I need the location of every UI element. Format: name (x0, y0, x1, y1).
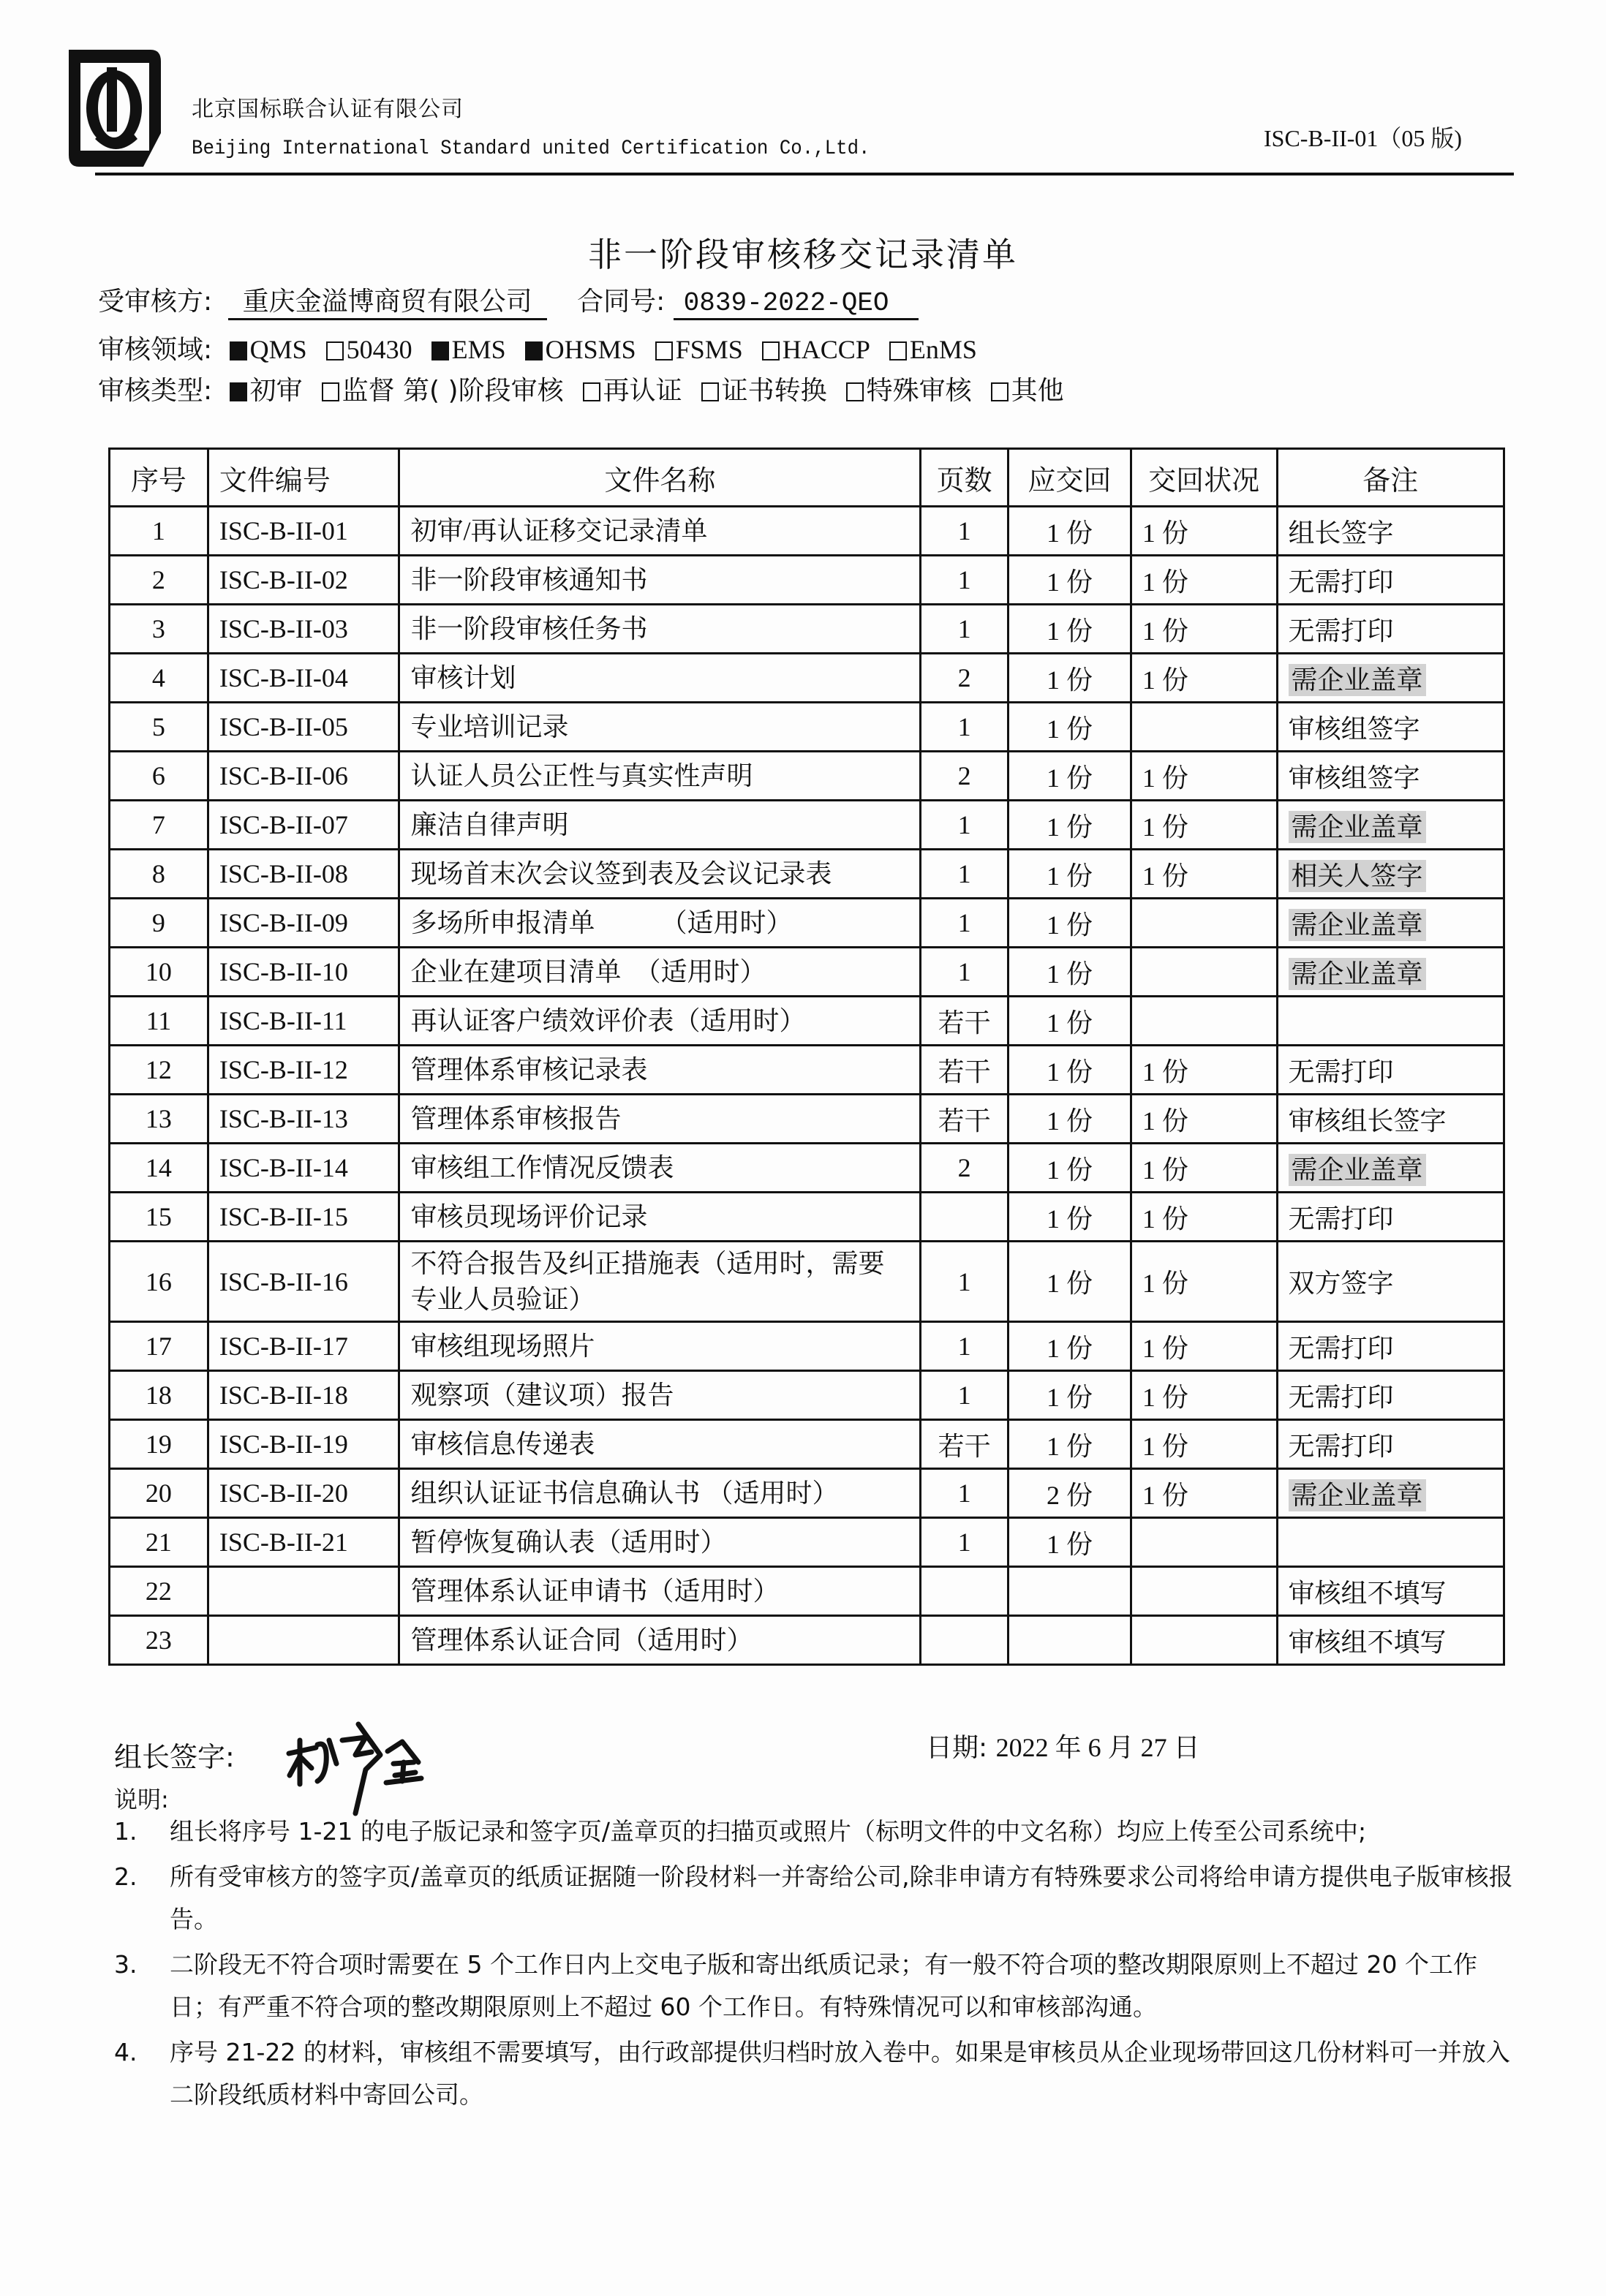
cell-seq: 5 (110, 703, 208, 752)
cell-file-code: ISC-B-II-05 (208, 703, 399, 752)
company-name-en: Beijing International Standard united Certification Co.,Ltd. (192, 137, 870, 160)
cell-status (1131, 997, 1277, 1046)
cell-seq: 10 (110, 948, 208, 997)
table-row (110, 1518, 1504, 1567)
option-label: OHSMS (545, 335, 636, 364)
cell-status: 1 份 (1131, 1046, 1277, 1095)
highlighted-note: 需企业盖章 (1289, 909, 1426, 941)
audit-domain-line (98, 329, 996, 366)
date-line (926, 1727, 1200, 1764)
table-row (110, 1046, 1504, 1095)
cell-pages: 2 (921, 1144, 1009, 1193)
cell-seq: 7 (110, 801, 208, 850)
header-notes: 备注 (1277, 449, 1504, 507)
header-divider (95, 173, 1514, 175)
domain-option[interactable] (230, 334, 307, 365)
cell-pages: 1 (921, 605, 1009, 654)
table-row (110, 1322, 1504, 1371)
cell-pages: 1 (921, 556, 1009, 605)
cell-seq: 19 (110, 1420, 208, 1469)
table-row (110, 1420, 1504, 1469)
date-value: 2022 年 6 月 27 日 (995, 1733, 1200, 1762)
cell-file-code: ISC-B-II-13 (208, 1095, 399, 1144)
cell-file-name: 多场所申报清单 （适用时） (399, 899, 921, 948)
cell-due: 1 份 (1009, 752, 1131, 801)
cell-file-name: 管理体系审核记录表 (399, 1046, 921, 1095)
domain-option[interactable] (889, 334, 977, 365)
cell-note: 无需打印 (1277, 556, 1504, 605)
checked-box-icon[interactable] (230, 341, 247, 360)
type-option[interactable] (846, 370, 972, 407)
cell-pages: 1 (921, 1518, 1009, 1567)
option-label: FSMS (675, 335, 743, 364)
cell-seq: 4 (110, 654, 208, 703)
note-item (114, 1944, 1518, 2028)
note-number: 1. (114, 1817, 137, 1846)
cell-file-name: 组织认证证书信息确认书 （适用时） (399, 1469, 921, 1518)
table-row (110, 605, 1504, 654)
option-label: 证书转换 (721, 376, 827, 406)
highlighted-note: 需企业盖章 (1289, 958, 1426, 990)
notes-list (114, 1810, 1518, 2119)
table-row (110, 1469, 1504, 1518)
header-file-code: 文件编号 (208, 449, 399, 507)
cell-due: 1 份 (1009, 1242, 1131, 1322)
domain-label: 审核领域: (98, 335, 213, 365)
cell-status (1131, 1616, 1277, 1665)
cell-file-name: 管理体系认证合同（适用时） (399, 1616, 921, 1665)
auditee-line (98, 281, 919, 320)
cell-file-name: 非一阶段审核任务书 (399, 605, 921, 654)
cell-seq: 17 (110, 1322, 208, 1371)
option-label: 其他 (1011, 376, 1064, 406)
notes-heading: 说明: (114, 1786, 169, 1813)
cell-file-code: ISC-B-II-21 (208, 1518, 399, 1567)
note-text: 组长将序号 1-21 的电子版记录和签字页/盖章页的扫描页或照片（标明文件的中文名称）均应上传至公司系统中; (170, 1817, 1367, 1846)
cell-status: 1 份 (1131, 1242, 1277, 1322)
cell-note (1277, 850, 1504, 899)
cell-seq: 21 (110, 1518, 208, 1567)
cell-note: 双方签字 (1277, 1242, 1504, 1322)
cell-file-code (208, 1567, 399, 1616)
auditee-value: 重庆金溢博商贸有限公司 (228, 281, 547, 320)
cell-file-name: 暂停恢复确认表（适用时） (399, 1518, 921, 1567)
header-due: 应交回 (1009, 449, 1131, 507)
cell-pages: 1 (921, 1322, 1009, 1371)
cell-due: 1 份 (1009, 1193, 1131, 1242)
table-row (110, 507, 1504, 556)
transfer-records-table (108, 448, 1505, 1666)
date-label: 日期: (926, 1733, 988, 1763)
domain-option[interactable] (525, 334, 636, 365)
note-item (114, 1856, 1518, 1941)
cell-due: 1 份 (1009, 1518, 1131, 1567)
cell-file-code: ISC-B-II-18 (208, 1371, 399, 1420)
cell-due: 1 份 (1009, 801, 1131, 850)
cell-seq: 18 (110, 1371, 208, 1420)
company-name-cn: 北京国标联合认证有限公司 (192, 97, 464, 122)
header-file-name: 文件名称 (399, 449, 921, 507)
cell-file-code: ISC-B-II-14 (208, 1144, 399, 1193)
company-logo (64, 45, 176, 167)
unchecked-box-icon[interactable] (889, 341, 907, 360)
cell-file-code: ISC-B-II-15 (208, 1193, 399, 1242)
cell-due (1009, 1567, 1131, 1616)
type-label: 审核类型: (98, 376, 213, 406)
cell-pages: 2 (921, 752, 1009, 801)
contract-value: 0839-2022-QEO (674, 288, 919, 320)
note-number: 4. (114, 2038, 137, 2066)
cell-pages: 2 (921, 654, 1009, 703)
note-item (114, 2031, 1518, 2116)
cell-due: 1 份 (1009, 605, 1131, 654)
header-pages: 页数 (921, 449, 1009, 507)
unchecked-box-icon[interactable] (991, 382, 1009, 401)
cell-note: 审核组签字 (1277, 752, 1504, 801)
cell-file-code: ISC-B-II-03 (208, 605, 399, 654)
cell-status: 1 份 (1131, 605, 1277, 654)
domain-option[interactable] (431, 334, 506, 365)
unchecked-box-icon[interactable] (846, 382, 864, 401)
cell-note: 审核组签字 (1277, 703, 1504, 752)
document-title: 非一阶段审核移交记录清单 (588, 235, 1018, 274)
table-row (110, 1095, 1504, 1144)
highlighted-note: 相关人签字 (1289, 860, 1426, 892)
cell-file-code: ISC-B-II-09 (208, 899, 399, 948)
cell-status: 1 份 (1131, 1469, 1277, 1518)
option-label: 监督 第( )阶段审核 (342, 376, 564, 406)
cell-file-code: ISC-B-II-19 (208, 1420, 399, 1469)
option-label: QMS (249, 335, 307, 364)
cell-seq: 20 (110, 1469, 208, 1518)
cell-seq: 16 (110, 1242, 208, 1322)
cell-status (1131, 1518, 1277, 1567)
table-row (110, 1371, 1504, 1420)
cell-status: 1 份 (1131, 1371, 1277, 1420)
table-row (110, 654, 1504, 703)
note-number: 2. (114, 1862, 137, 1891)
cell-note (1277, 654, 1504, 703)
leader-signature-label: 组长签字: (114, 1741, 235, 1773)
cell-due: 1 份 (1009, 1095, 1131, 1144)
cell-seq: 8 (110, 850, 208, 899)
cell-file-code: ISC-B-II-10 (208, 948, 399, 997)
option-label: 特殊审核 (866, 376, 972, 406)
cell-status: 1 份 (1131, 1144, 1277, 1193)
type-option[interactable] (583, 370, 682, 407)
cell-file-name: 现场首末次会议签到表及会议记录表 (399, 850, 921, 899)
audit-type-line (98, 370, 1083, 407)
contract-label: 合同号: (577, 287, 666, 317)
unchecked-box-icon[interactable] (583, 382, 600, 401)
cell-note (1277, 948, 1504, 997)
cell-file-name: 审核员现场评价记录 (399, 1193, 921, 1242)
cell-file-name: 非一阶段审核通知书 (399, 556, 921, 605)
auditee-label: 受审核方: (98, 287, 213, 317)
cell-status (1131, 948, 1277, 997)
note-item (114, 1810, 1518, 1853)
domain-option[interactable] (655, 334, 743, 365)
cell-pages: 1 (921, 507, 1009, 556)
checked-box-icon[interactable] (431, 341, 449, 360)
cell-file-name: 管理体系认证申请书（适用时） (399, 1567, 921, 1616)
highlighted-note: 需企业盖章 (1289, 1154, 1426, 1186)
table-row (110, 752, 1504, 801)
cell-file-name: 专业培训记录 (399, 703, 921, 752)
cell-file-code: ISC-B-II-11 (208, 997, 399, 1046)
cell-note: 无需打印 (1277, 1371, 1504, 1420)
option-label: EnMS (909, 335, 977, 364)
cell-file-name: 再认证客户绩效评价表（适用时） (399, 997, 921, 1046)
cell-seq: 2 (110, 556, 208, 605)
table-header-row (110, 449, 1504, 507)
cell-seq: 14 (110, 1144, 208, 1193)
cell-due: 1 份 (1009, 1371, 1131, 1420)
cell-file-code: ISC-B-II-07 (208, 801, 399, 850)
leader-signature (285, 1711, 483, 1821)
cell-due: 1 份 (1009, 556, 1131, 605)
cell-note (1277, 801, 1504, 850)
cell-note (1277, 1469, 1504, 1518)
unchecked-box-icon[interactable] (322, 382, 339, 401)
cell-note (1277, 1518, 1504, 1567)
type-option[interactable] (991, 370, 1064, 407)
cell-pages: 1 (921, 1371, 1009, 1420)
cell-pages (921, 1616, 1009, 1665)
cell-file-name: 廉洁自律声明 (399, 801, 921, 850)
cell-file-code: ISC-B-II-02 (208, 556, 399, 605)
table-row (110, 801, 1504, 850)
cell-file-name: 企业在建项目清单 （适用时） (399, 948, 921, 997)
cell-seq: 3 (110, 605, 208, 654)
cell-due: 1 份 (1009, 507, 1131, 556)
cell-file-name: 观察项（建议项）报告 (399, 1371, 921, 1420)
cell-due: 1 份 (1009, 1322, 1131, 1371)
highlighted-note: 需企业盖章 (1289, 664, 1426, 696)
cell-due: 2 份 (1009, 1469, 1131, 1518)
note-number: 3. (114, 1950, 137, 1979)
cell-file-code: ISC-B-II-17 (208, 1322, 399, 1371)
unchecked-box-icon[interactable] (326, 341, 344, 360)
cell-pages: 1 (921, 948, 1009, 997)
unchecked-box-icon[interactable] (701, 382, 719, 401)
cell-seq: 13 (110, 1095, 208, 1144)
cell-seq: 6 (110, 752, 208, 801)
cell-file-name: 不符合报告及纠正措施表（适用时，需要专业人员验证） (399, 1242, 921, 1322)
table-row (110, 1242, 1504, 1322)
cell-due: 1 份 (1009, 997, 1131, 1046)
cell-file-code: ISC-B-II-20 (208, 1469, 399, 1518)
table-row (110, 556, 1504, 605)
cell-pages: 1 (921, 1242, 1009, 1322)
cell-file-name: 管理体系审核报告 (399, 1095, 921, 1144)
option-label: 再认证 (603, 376, 682, 406)
checked-box-icon[interactable] (525, 341, 543, 360)
highlighted-note: 需企业盖章 (1289, 1479, 1426, 1511)
option-label: 50430 (346, 335, 412, 364)
cell-file-name: 初审/再认证移交记录清单 (399, 507, 921, 556)
cell-status: 1 份 (1131, 801, 1277, 850)
cell-due: 1 份 (1009, 899, 1131, 948)
note-text: 序号 21-22 的材料，审核组不需要填写，由行政部提供归档时放入卷中。如果是审核员从企业现场带回这几份材料可一并放入二阶段纸质材料中寄回公司。 (170, 2038, 1510, 2109)
option-label: HACCP (782, 335, 870, 364)
cell-pages: 若干 (921, 1046, 1009, 1095)
cell-pages: 若干 (921, 1095, 1009, 1144)
type-option[interactable] (322, 370, 564, 407)
table-row (110, 1193, 1504, 1242)
cell-note: 无需打印 (1277, 1046, 1504, 1095)
domain-option[interactable] (762, 334, 870, 365)
cell-due: 1 份 (1009, 1420, 1131, 1469)
cell-note: 审核组不填写 (1277, 1567, 1504, 1616)
cell-note: 无需打印 (1277, 1420, 1504, 1469)
cell-seq: 1 (110, 507, 208, 556)
cell-seq: 12 (110, 1046, 208, 1095)
cell-file-name: 审核信息传递表 (399, 1420, 921, 1469)
checked-box-icon[interactable] (230, 382, 247, 401)
cell-note (1277, 997, 1504, 1046)
note-text: 所有受审核方的签字页/盖章页的纸质证据随一阶段材料一并寄给公司,除非申请方有特殊要求公司将给申请方提供电子版审核报告。 (170, 1862, 1513, 1933)
domain-option[interactable] (326, 334, 412, 365)
table-row (110, 703, 1504, 752)
cell-file-name: 认证人员公正性与真实性声明 (399, 752, 921, 801)
cell-note: 组长签字 (1277, 507, 1504, 556)
cell-status: 1 份 (1131, 752, 1277, 801)
header-seq: 序号 (110, 449, 208, 507)
cell-pages: 若干 (921, 1420, 1009, 1469)
table-row (110, 997, 1504, 1046)
cell-note (1277, 899, 1504, 948)
cell-due: 1 份 (1009, 948, 1131, 997)
table-row (110, 850, 1504, 899)
cell-note: 无需打印 (1277, 1322, 1504, 1371)
table-row (110, 948, 1504, 997)
type-option[interactable] (701, 370, 827, 407)
header-status: 交回状况 (1131, 449, 1277, 507)
cell-seq: 15 (110, 1193, 208, 1242)
cell-file-name: 审核组现场照片 (399, 1322, 921, 1371)
cell-pages (921, 1567, 1009, 1616)
cell-pages: 1 (921, 850, 1009, 899)
cell-status: 1 份 (1131, 556, 1277, 605)
cell-file-code: ISC-B-II-12 (208, 1046, 399, 1095)
cell-status: 1 份 (1131, 507, 1277, 556)
cell-due: 1 份 (1009, 1144, 1131, 1193)
cell-pages: 1 (921, 1469, 1009, 1518)
cell-note: 无需打印 (1277, 1193, 1504, 1242)
cell-note: 无需打印 (1277, 605, 1504, 654)
cell-seq: 9 (110, 899, 208, 948)
cell-file-code: ISC-B-II-01 (208, 507, 399, 556)
cell-status: 1 份 (1131, 1420, 1277, 1469)
cell-status (1131, 703, 1277, 752)
highlighted-note: 需企业盖章 (1289, 811, 1426, 843)
cell-file-code: ISC-B-II-06 (208, 752, 399, 801)
unchecked-box-icon[interactable] (655, 341, 673, 360)
cell-pages (921, 1193, 1009, 1242)
cell-pages: 1 (921, 801, 1009, 850)
cell-file-name: 审核组工作情况反馈表 (399, 1144, 921, 1193)
cell-due: 1 份 (1009, 1046, 1131, 1095)
cell-note: 审核组长签字 (1277, 1095, 1504, 1144)
cell-status: 1 份 (1131, 850, 1277, 899)
cell-file-code: ISC-B-II-08 (208, 850, 399, 899)
cell-pages: 若干 (921, 997, 1009, 1046)
table-row (110, 1616, 1504, 1665)
note-text: 二阶段无不符合项时需要在 5 个工作日内上交电子版和寄出纸质记录；有一般不符合项的整改期限原则上不超过 20 个工作日；有严重不符合项的整改期限原则上不超过 60 个工作日。有特殊情况可以和审核部沟通。 (170, 1950, 1477, 2021)
cell-pages: 1 (921, 703, 1009, 752)
cell-status: 1 份 (1131, 1095, 1277, 1144)
option-label: EMS (451, 335, 506, 364)
cell-file-code: ISC-B-II-04 (208, 654, 399, 703)
cell-seq: 22 (110, 1567, 208, 1616)
table-row (110, 899, 1504, 948)
cell-seq: 11 (110, 997, 208, 1046)
form-code: ISC-B-II-01（05 版) (1264, 125, 1463, 151)
cell-due: 1 份 (1009, 850, 1131, 899)
cell-file-code (208, 1616, 399, 1665)
cell-note: 审核组不填写 (1277, 1616, 1504, 1665)
table-row (110, 1144, 1504, 1193)
cell-status: 1 份 (1131, 1322, 1277, 1371)
cell-due: 1 份 (1009, 654, 1131, 703)
cell-status (1131, 1567, 1277, 1616)
cell-seq: 23 (110, 1616, 208, 1665)
type-option[interactable] (230, 370, 303, 407)
cell-due: 1 份 (1009, 703, 1131, 752)
table-row (110, 1567, 1504, 1616)
cell-status (1131, 899, 1277, 948)
unchecked-box-icon[interactable] (762, 341, 780, 360)
cell-pages: 1 (921, 899, 1009, 948)
cell-file-name: 审核计划 (399, 654, 921, 703)
cell-file-code: ISC-B-II-16 (208, 1242, 399, 1322)
cell-due (1009, 1616, 1131, 1665)
option-label: 初审 (249, 376, 303, 406)
cell-status: 1 份 (1131, 654, 1277, 703)
cell-note (1277, 1144, 1504, 1193)
cell-status: 1 份 (1131, 1193, 1277, 1242)
